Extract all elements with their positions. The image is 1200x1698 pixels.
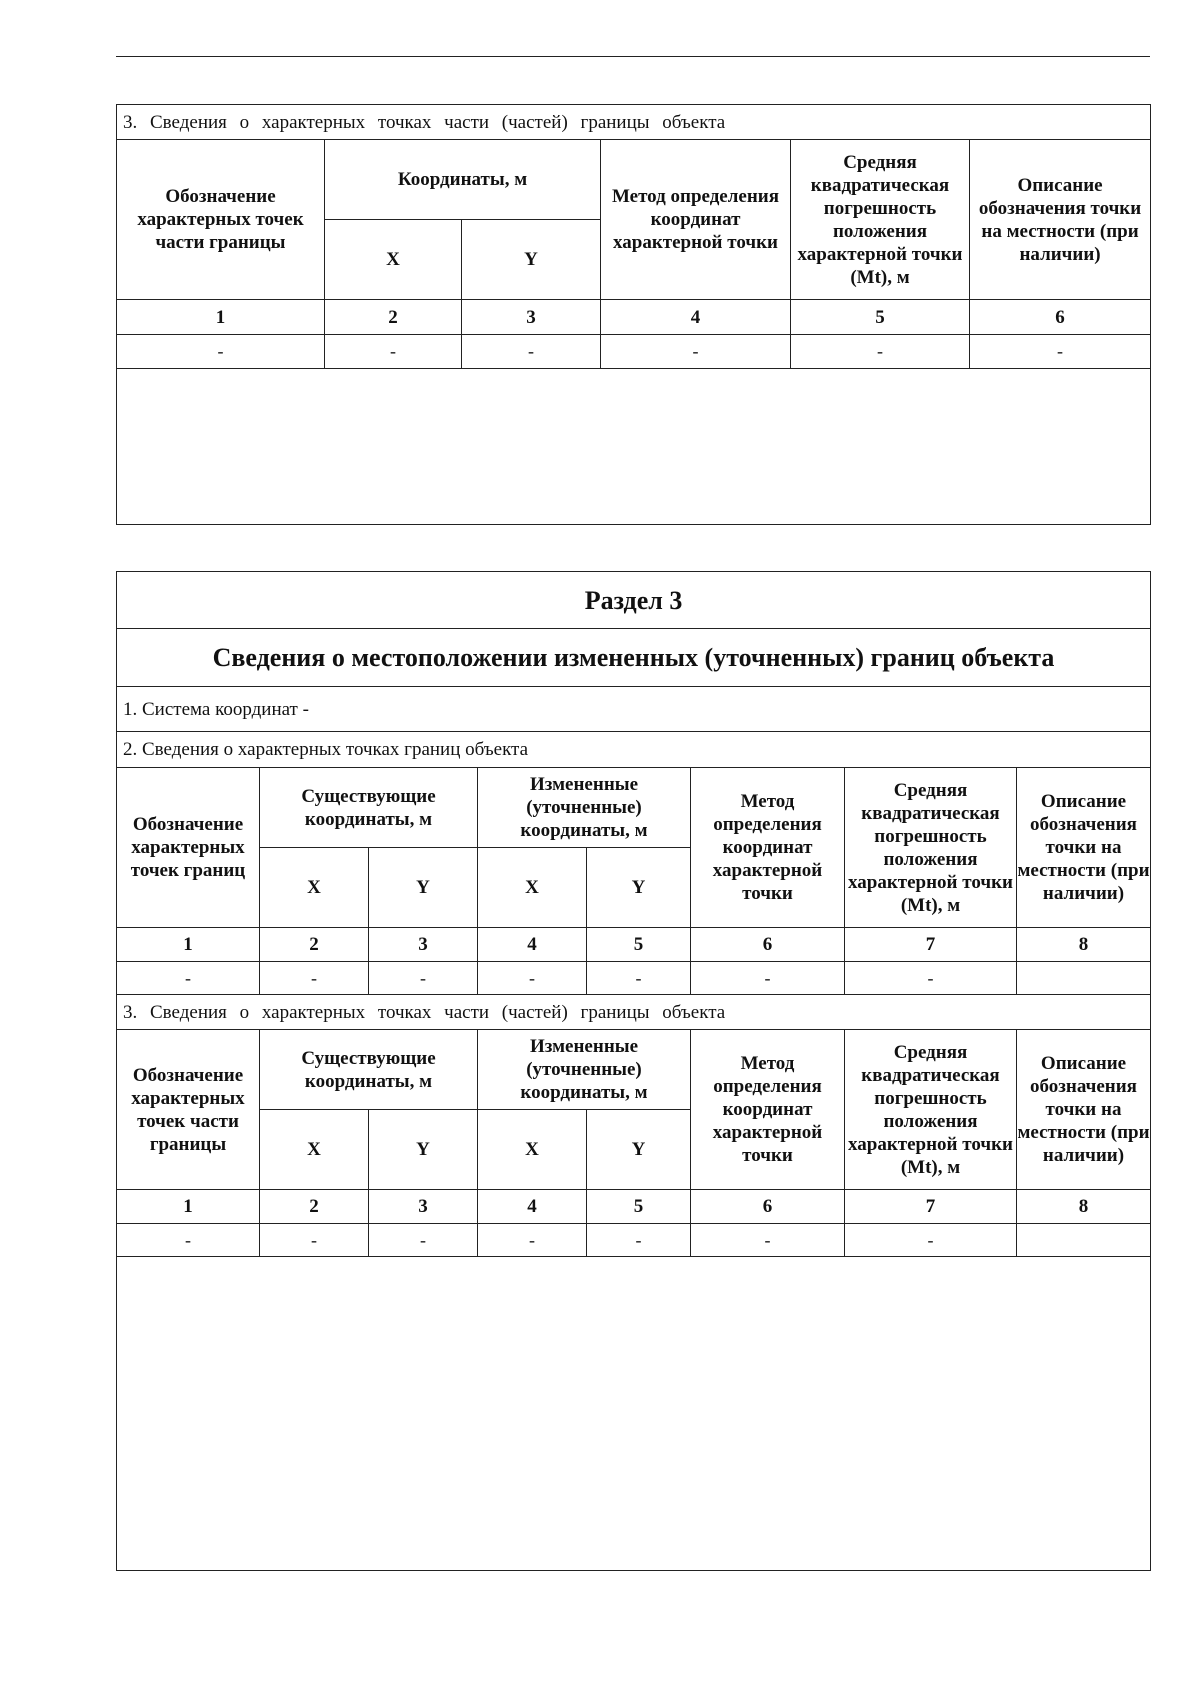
header-x: X [260,1110,369,1190]
section-title: Раздел 3 [117,572,1151,629]
column-number: 5 [587,1190,691,1224]
part-boundary-points-caption: 3. Сведения о характерных точках части (частей) границы объекта [117,995,1151,1030]
header-y: Y [587,1110,691,1190]
column-number: 4 [478,1190,587,1224]
header-x: X [260,848,369,928]
blank-area [117,369,1151,525]
header-existing-coordinates: Существующие координаты, м [260,1030,478,1110]
header-mean-error: Средняя квадратическая погрешность положения характерной точки (Mt), м [791,140,970,300]
table-cell: - [791,335,970,369]
header-description: Описание обозначения точки на местности (при наличии) [1017,1030,1151,1190]
column-number-row [117,1190,1151,1224]
column-number: 3 [369,1190,478,1224]
section-3-table [116,571,1151,1571]
header-coordinates: Координаты, м [325,140,601,220]
table-cell: - [117,1224,260,1257]
table-cell: - [117,335,325,369]
table-cell: - [601,335,791,369]
header-mean-error: Средняя квадратическая погрешность положения характерной точки (Mt), м [845,1030,1017,1190]
table-cell: - [117,962,260,995]
column-number: 4 [478,928,587,962]
column-number-row [117,928,1151,962]
table-cell: - [369,1224,478,1257]
table-cell: - [369,962,478,995]
header-y: Y [462,220,601,300]
table-cell: - [845,1224,1017,1257]
table-row [117,1224,1151,1257]
header-designation: Обозначение характерных точек части границы [117,1030,260,1190]
section-subtitle: Сведения о местоположении измененных (уточненных) границ объекта [117,629,1151,687]
column-number: 8 [1017,928,1151,962]
table-cell [1017,1224,1151,1257]
header-y: Y [369,848,478,928]
table-cell: - [325,335,462,369]
table-cell: - [260,962,369,995]
header-changed-coordinates: Измененные (уточненные) координаты, м [478,768,691,848]
column-number: 1 [117,928,260,962]
table-cell: - [587,962,691,995]
column-number: 3 [462,300,601,335]
table-cell: - [970,335,1151,369]
column-number: 5 [587,928,691,962]
column-number: 3 [369,928,478,962]
part-boundary-points-table [116,104,1151,525]
column-number: 5 [791,300,970,335]
column-number: 7 [845,928,1017,962]
header-x: X [478,848,587,928]
header-y: Y [369,1110,478,1190]
header-designation: Обозначение характерных точек границ [117,768,260,928]
table-row [117,962,1151,995]
boundary-points-caption: 2. Сведения о характерных точках границ объекта [117,732,1151,768]
table-cell: - [845,962,1017,995]
table-cell: - [691,1224,845,1257]
header-existing-coordinates: Существующие координаты, м [260,768,478,848]
header-mean-error: Средняя квадратическая погрешность положения характерной точки (Mt), м [845,768,1017,928]
column-number: 8 [1017,1190,1151,1224]
column-number: 2 [325,300,462,335]
table-row [117,335,1151,369]
column-number: 2 [260,928,369,962]
table-cell: - [260,1224,369,1257]
header-changed-coordinates: Измененные (уточненные) координаты, м [478,1030,691,1110]
table-caption: 3. Сведения о характерных точках части (частей) границы объекта [117,105,1151,140]
column-number: 6 [970,300,1151,335]
header-method: Метод определения координат характерной точки [691,768,845,928]
blank-area [117,1257,1151,1571]
column-number: 6 [691,928,845,962]
header-description: Описание обозначения точки на местности (при наличии) [970,140,1151,300]
header-x: X [478,1110,587,1190]
table-cell: - [691,962,845,995]
header-description: Описание обозначения точки на местности (при наличии) [1017,768,1151,928]
column-number: 6 [691,1190,845,1224]
column-number-row [117,300,1151,335]
header-method: Метод определения координат характерной точки [601,140,791,300]
column-number: 1 [117,1190,260,1224]
coordinate-system: 1. Система координат - [117,687,1151,732]
column-number: 4 [601,300,791,335]
column-number: 1 [117,300,325,335]
header-y: Y [587,848,691,928]
header-x: X [325,220,462,300]
table-cell: - [478,962,587,995]
table-cell: - [478,1224,587,1257]
table-cell: - [587,1224,691,1257]
column-number: 2 [260,1190,369,1224]
header-designation: Обозначение характерных точек части границы [117,140,325,300]
table-cell [1017,962,1151,995]
header-method: Метод определения координат характерной точки [691,1030,845,1190]
column-number: 7 [845,1190,1017,1224]
table-cell: - [462,335,601,369]
top-rule [116,56,1150,57]
